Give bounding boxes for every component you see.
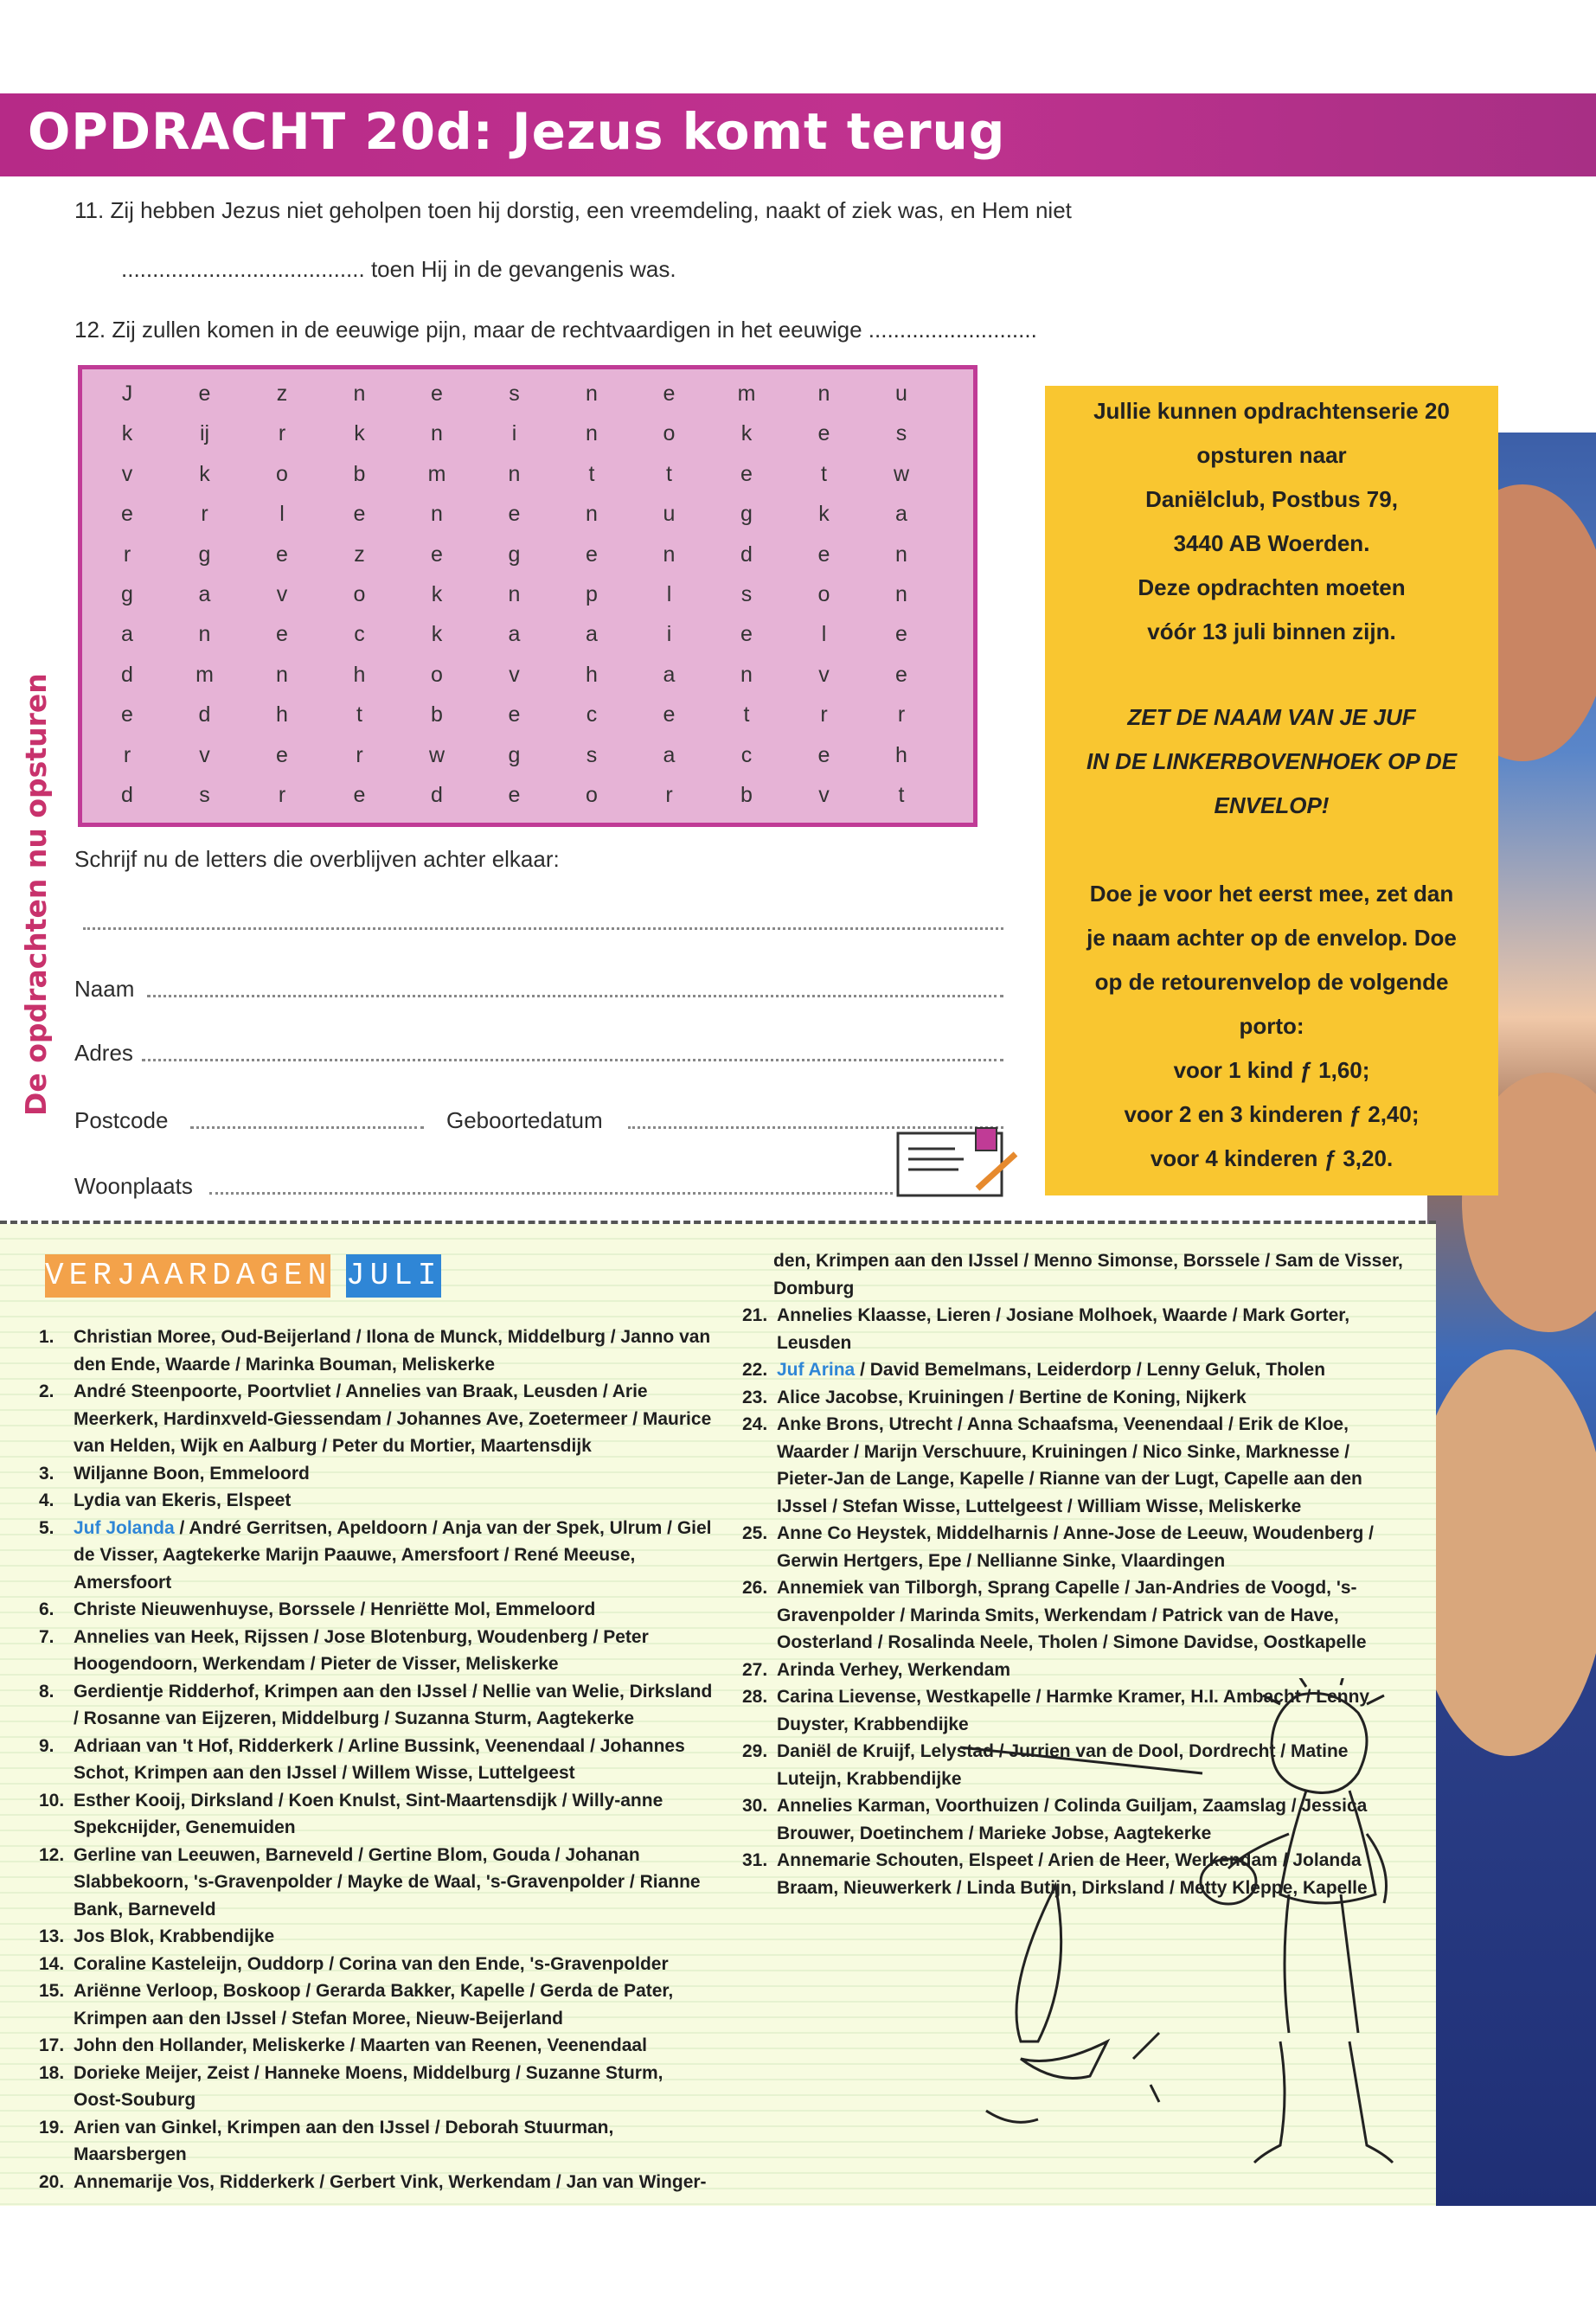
grid-letter[interactable]: n: [586, 502, 598, 527]
birthday-day: 29.: [742, 1741, 768, 1761]
grid-letter[interactable]: e: [121, 702, 133, 727]
birthday-entry: [39, 2114, 714, 2169]
grid-letter[interactable]: e: [895, 662, 907, 687]
grid-letter[interactable]: k: [121, 421, 133, 446]
birthday-day: 26.: [742, 1578, 768, 1598]
birthday-entry: [39, 1678, 714, 1733]
grid-row: [82, 577, 973, 617]
birthday-entry: [39, 2060, 714, 2114]
birthday-day: 27.: [742, 1659, 768, 1680]
birthday-day: 28.: [742, 1687, 768, 1707]
grid-letter[interactable]: g: [121, 582, 133, 606]
birthday-entry: [39, 1596, 714, 1624]
birthday-names: Esther Kooij, Dirksland / Koen Knulst, Sint-Maartensdijk / Willy-anne Spekснijder, Genemuiden: [74, 1790, 663, 1837]
birthday-entry: [742, 1520, 1408, 1574]
birthday-entry: [39, 1977, 714, 2032]
grid-letter[interactable]: o: [586, 783, 598, 807]
grid-letter[interactable]: g: [508, 742, 521, 767]
grid-letter[interactable]: d: [121, 662, 133, 687]
grid-letter[interactable]: e: [431, 381, 443, 406]
grid-letter[interactable]: n: [508, 461, 521, 486]
birthday-names: / David Bemelmans, Leiderdorp / Lenny Geluk, Tholen: [855, 1360, 1326, 1380]
child-face-bottom: [1410, 1349, 1596, 1756]
birthday-entry: [39, 2169, 714, 2196]
page-title: OPDRACHT 20d: Jezus komt terug: [28, 102, 1006, 161]
grid-letter[interactable]: r: [665, 783, 673, 807]
info-line: voor 1 kind ƒ 1,60;: [1173, 1057, 1370, 1083]
city-field[interactable]: [209, 1192, 893, 1195]
birthday-day: 10.: [39, 1790, 65, 1811]
grid-letter[interactable]: d: [431, 783, 443, 807]
teacher-name: Juf Jolanda: [74, 1517, 175, 1538]
grid-letter[interactable]: r: [123, 542, 131, 567]
birthday-names: Jos Blok, Krabbendijke: [74, 1926, 275, 1946]
birthday-day: 12.: [39, 1844, 65, 1865]
birthday-day: 3.: [39, 1463, 54, 1484]
info-line: Doe je voor het eerst mee, zet dan: [1089, 881, 1454, 907]
grid-letter[interactable]: l: [279, 502, 285, 527]
grid-letter[interactable]: o: [431, 662, 443, 687]
grid-letter[interactable]: t: [666, 461, 672, 486]
teacher-name: Juf Arina: [777, 1360, 856, 1380]
grid-letter[interactable]: n: [663, 542, 676, 567]
birthday-names: Annelies van Heek, Rijssen / Jose Blotenburg, Woudenberg / Peter Hoogendoorn, Werkendam / Pieter de Visser, Meliskerke: [74, 1626, 649, 1674]
birthday-day: 18.: [39, 2062, 65, 2083]
postcode-label: Postcode: [74, 1107, 169, 1133]
grid-letter[interactable]: n: [431, 421, 443, 446]
grid-letter[interactable]: v: [509, 662, 520, 687]
info-line: IN DE LINKERBOVENHOEK OP DE: [1086, 748, 1458, 774]
grid-letter[interactable]: s: [586, 742, 598, 767]
birthday-names: John den Hollander, Meliskerke / Maarten van Reenen, Veenendaal: [74, 2035, 647, 2055]
grid-letter[interactable]: e: [817, 542, 830, 567]
birthday-names: Christe Nieuwenhuyse, Borssele / Henriëtte Mol, Emmeloord: [74, 1599, 596, 1619]
birthday-day: 4.: [39, 1490, 54, 1510]
grid-letter[interactable]: u: [663, 502, 676, 527]
birthday-names: Annemarije Vos, Ridderkerk / Gerbert Vink, Werkendam / Jan van Winger-: [74, 2171, 707, 2192]
grid-letter[interactable]: c: [586, 702, 598, 727]
info-line: Daniëlclub, Postbus 79,: [1145, 486, 1398, 512]
grid-letter[interactable]: t: [588, 461, 595, 486]
address-label: Adres: [74, 1040, 133, 1066]
grid-row: [82, 497, 973, 536]
birthday-names: Wiljanne Boon, Emmeloord: [74, 1463, 310, 1484]
birthday-names: Annelies Karman, Voorthuizen / Colinda Guiljam, Zaamslag / Jessica Brouwer, Doetinchem / Marieke Jobse, Aagtekerke: [777, 1796, 1368, 1843]
info-line: voor 4 kinderen ƒ 3,20.: [1150, 1145, 1394, 1171]
birthday-names: Arien van Ginkel, Krimpen aan den IJssel / Deborah Stuurman, Maarsbergen: [74, 2117, 614, 2164]
grid-row: [82, 738, 973, 778]
grid-row: [82, 537, 973, 577]
birthday-day: 31.: [742, 1850, 768, 1870]
birthday-entry: [39, 1515, 714, 1597]
grid-letter[interactable]: w: [428, 742, 445, 767]
grid-letter[interactable]: t: [743, 702, 750, 727]
grid-letter[interactable]: e: [895, 622, 907, 647]
info-line: ZET DE NAAM VAN JE JUF: [1127, 704, 1416, 730]
birthday-day: 23.: [742, 1387, 768, 1407]
grid-letter[interactable]: k: [740, 421, 753, 446]
birthday-names: Gerdientje Ridderhof, Krimpen aan den IJssel / Nellie van Welie, Dirksland / Rosanne van Eijzeren, Middelburg / Suzanna Sturm, Aagtekerke: [74, 1681, 713, 1728]
birthday-entry: [39, 1324, 714, 1378]
birthday-day: 7.: [39, 1626, 54, 1647]
info-line: je naam achter op de envelop. Doe: [1086, 925, 1457, 951]
grid-letter[interactable]: a: [121, 622, 133, 647]
grid-letter[interactable]: v: [121, 461, 133, 486]
grid-letter[interactable]: d: [198, 702, 211, 727]
grid-letter[interactable]: n: [276, 662, 288, 687]
grid-letter[interactable]: o: [663, 421, 676, 446]
birthday-day: 13.: [39, 1926, 65, 1946]
grid-letter[interactable]: e: [276, 542, 288, 567]
grid-letter[interactable]: t: [898, 783, 905, 807]
grid-letter[interactable]: e: [817, 421, 830, 446]
grid-letter[interactable]: r: [356, 742, 363, 767]
grid-letter[interactable]: n: [431, 502, 443, 527]
grid-letter[interactable]: s: [199, 783, 210, 807]
grid-letter[interactable]: e: [586, 542, 598, 567]
grid-letter[interactable]: e: [663, 381, 676, 406]
birthday-names: Christian Moree, Oud-Beijerland / Ilona de Munck, Middelburg / Janno van den Ende, Waarde / Marinka Bouman, Meliskerke: [74, 1327, 711, 1375]
grid-row: [82, 778, 973, 817]
grid-letter[interactable]: e: [353, 502, 366, 527]
info-line: vóór 13 juli binnen zijn.: [1147, 619, 1396, 644]
grid-row: [82, 457, 973, 497]
grid-letter[interactable]: l: [666, 582, 672, 606]
birthday-names: Anke Brons, Utrecht / Anna Schaafsma, Veenendaal / Erik de Kloe, Waarder / Marijn Verschuure, Kruiningen / Nico Sinke, Marknesse / Pieter-Jan de Lange, Kapelle / Rianne van der Lugt, Capelle aan den IJssel / Stefan Wisse, Luttelgeest / William Wisse, Meliskerke: [777, 1414, 1362, 1516]
grid-letter[interactable]: r: [820, 702, 828, 727]
grid-letter[interactable]: o: [817, 582, 830, 606]
birthday-day: 22.: [742, 1360, 768, 1380]
birthday-day: 30.: [742, 1796, 768, 1816]
birthday-day: 8.: [39, 1681, 54, 1702]
grid-letter[interactable]: e: [740, 461, 753, 486]
address-field[interactable]: [142, 1059, 1003, 1061]
birthdays-badge: VERJAARDAGEN: [45, 1254, 330, 1298]
birthday-entry: [39, 1378, 714, 1460]
birthday-day: 24.: [742, 1414, 768, 1434]
question-11-line2: ....................................... toen Hij in de gevangenis was.: [121, 256, 676, 282]
birthday-names: Carina Lievense, Westkapelle / Harmke Kramer, H.I. Ambacht / Lenny Duyster, Krabbendijke: [777, 1687, 1370, 1734]
grid-letter[interactable]: d: [740, 542, 753, 567]
grid-letter[interactable]: m: [427, 461, 446, 486]
grid-letter[interactable]: a: [895, 502, 907, 527]
birthday-names: / André Gerritsen, Apeldoorn / Anja van der Spek, Ulrum / Giel de Visser, Aagtekerke Marijn Paauwe, Amersfoort / René Meeuse, Amersfoort: [74, 1517, 712, 1593]
grid-letter[interactable]: n: [508, 582, 521, 606]
question-11-line1: 11. Zij hebben Jezus niet geholpen toen hij dorstig, een vreemdeling, naakt of ziek was, en Hem niet: [74, 197, 1072, 223]
grid-letter[interactable]: d: [121, 783, 133, 807]
birthday-entry: [39, 1842, 714, 1924]
birthday-names: Coraline Kasteleijn, Ouddorp / Corina van den Ende, 's-Gravenpolder: [74, 1953, 669, 1974]
grid-letter[interactable]: r: [123, 742, 131, 767]
birthday-names: Ariënne Verloop, Boskoop / Gerarda Bakker, Kapelle / Gerda de Pater, Krimpen aan den IJssel / Stefan Moree, Nieuw-Beijerland: [74, 1981, 674, 2029]
birthday-names: Gerline van Leeuwen, Barneveld / Gertine Blom, Gouda / Johanan Slabbekoorn, 's-Gravenpolder / Mayke de Waal, 's-Gravenpolder / Rianne Bank, Barneveld: [74, 1844, 701, 1920]
birthday-day: 14.: [39, 1953, 65, 1974]
grid-letter[interactable]: b: [740, 783, 753, 807]
grid-letter[interactable]: k: [431, 622, 443, 647]
grid-letter[interactable]: p: [586, 582, 598, 606]
birthday-names: Annelies Klaasse, Lieren / Josiane Molhoek, Waarde / Mark Gorter, Leusden: [777, 1305, 1350, 1353]
grid-letter[interactable]: e: [663, 702, 676, 727]
grid-letter[interactable]: e: [276, 622, 288, 647]
grid-letter[interactable]: h: [353, 662, 366, 687]
birthday-day: 6.: [39, 1599, 54, 1619]
birthday-entry: [39, 1460, 714, 1488]
grid-row: [82, 376, 973, 416]
postcode-field[interactable]: [190, 1126, 424, 1129]
info-line: porto:: [1239, 1013, 1304, 1039]
grid-letter[interactable]: m: [195, 662, 214, 687]
grid-letter[interactable]: l: [821, 622, 827, 647]
grid-letter[interactable]: v: [818, 662, 830, 687]
grid-letter[interactable]: k: [431, 582, 443, 606]
grid-letter[interactable]: o: [353, 582, 366, 606]
grid-letter[interactable]: J: [121, 381, 133, 406]
birthday-names: Adriaan van 't Hof, Ridderkerk / Arline Bussink, Veenendaal / Johannes Schot, Krimpen aan den IJssel / Willem Wisse, Luttelgeest: [74, 1735, 685, 1783]
grid-letter[interactable]: i: [666, 622, 672, 647]
grid-letter[interactable]: v: [818, 783, 830, 807]
grid-letter[interactable]: s: [509, 381, 520, 406]
header-band: [0, 93, 1596, 176]
birthday-day: 15.: [39, 1981, 65, 2001]
grid-letter[interactable]: a: [586, 622, 598, 647]
birthday-entry: [742, 1384, 1408, 1412]
info-line: op de retourenvelop de volgende: [1094, 969, 1449, 995]
birthday-entry: [742, 1411, 1408, 1520]
info-line: Jullie kunnen opdrachtenserie 20: [1093, 398, 1450, 424]
grid-letter[interactable]: r: [278, 421, 286, 446]
grid-letter[interactable]: a: [508, 622, 521, 647]
birthday-names: Annemiek van Tilborgh, Sprang Capelle / Jan-Andries de Voogd, 's-Gravenpolder / Marinda Smits, Werkendam / Patrick van de Have, Oosterland / Rosalinda Neele, Tholen / Simone Davidse, Oostkapelle: [777, 1578, 1367, 1652]
grid-letter[interactable]: u: [895, 381, 907, 406]
birthday-entry: [39, 1733, 714, 1787]
birthday-entry: [742, 1302, 1408, 1356]
birthday-day: 19.: [39, 2117, 65, 2138]
birthday-names: Alice Jacobse, Kruiningen / Bertine de Koning, Nijkerk: [777, 1387, 1247, 1407]
grid-letter[interactable]: a: [663, 742, 676, 767]
side-label: De opdrachten nu opsturen: [19, 673, 53, 1116]
grid-row: [82, 416, 973, 456]
grid-letter[interactable]: o: [276, 461, 288, 486]
grid-row: [82, 657, 973, 697]
grid-letter[interactable]: e: [508, 783, 521, 807]
birthday-entry: [39, 1624, 714, 1678]
grid-letter[interactable]: c: [354, 622, 365, 647]
grid-letter[interactable]: i: [511, 421, 517, 446]
birthday-names: Dorieke Meijer, Zeist / Hanneke Moens, Middelburg / Suzanne Sturm, Oost-Souburg: [74, 2062, 663, 2110]
grid-letter[interactable]: e: [353, 783, 366, 807]
birthday-day: 25.: [742, 1523, 768, 1543]
grid-letter[interactable]: w: [893, 461, 910, 486]
birthday-day: 9.: [39, 1735, 54, 1756]
info-line: Deze opdrachten moeten: [1138, 574, 1406, 600]
grid-letter[interactable]: g: [198, 542, 211, 567]
question-12: 12. Zij zullen komen in de eeuwige pijn, maar de rechtvaardigen in het eeuwige ...........................: [74, 317, 1037, 343]
grid-letter[interactable]: v: [276, 582, 288, 606]
grid-letter[interactable]: n: [740, 662, 753, 687]
grid-letter[interactable]: m: [737, 381, 756, 406]
birthday-names: Annemarie Schouten, Elspeet / Arien de Heer, Werkendam / Jolanda Braam, Nieuwerkerk / Linda Butijn, Dirksland / Metty Kleppe, Kapelle: [777, 1850, 1368, 1898]
instruction-text: Schrijf nu de letters die overblijven achter elkaar:: [74, 846, 560, 872]
grid-letter[interactable]: r: [201, 502, 208, 527]
grid-letter[interactable]: e: [508, 702, 521, 727]
birthday-day: 5.: [39, 1517, 54, 1538]
birthday-day: 21.: [742, 1305, 768, 1325]
grid-letter[interactable]: e: [431, 542, 443, 567]
grid-letter[interactable]: g: [740, 502, 753, 527]
grid-letter[interactable]: s: [895, 421, 907, 446]
birthday-day: 17.: [39, 2035, 65, 2055]
birthdate-label: Geboortedatum: [446, 1107, 603, 1133]
grid-letter[interactable]: e: [508, 502, 521, 527]
grid-letter[interactable]: k: [818, 502, 830, 527]
grid-letter[interactable]: b: [353, 461, 366, 486]
grid-row: [82, 697, 973, 737]
envelope-icon: [894, 1125, 1024, 1202]
grid-letter[interactable]: n: [586, 381, 598, 406]
info-line: opsturen naar: [1196, 442, 1347, 468]
boy-drawing: [934, 1678, 1436, 2214]
grid-letter[interactable]: e: [121, 502, 133, 527]
info-line: voor 2 en 3 kinderen ƒ 2,40;: [1124, 1101, 1420, 1127]
grid-letter[interactable]: r: [897, 702, 906, 727]
birthday-day: 2.: [39, 1381, 54, 1401]
birthday-names: Lydia van Ekeris, Elspeet: [74, 1490, 292, 1510]
birthday-entry: [39, 2032, 714, 2060]
birthday-names: André Steenpoorte, Poortvliet / Annelies van Braak, Leusden / Arie Meerkerk, Hardinxveld-Giessendam / Johannes Ave, Zoetermeer / Maurice van Helden, Wijk en Aalburg / Peter du Mortier, Maartensdijk: [74, 1381, 712, 1456]
grid-letter[interactable]: h: [276, 702, 288, 727]
birthday-day: 20.: [39, 2171, 65, 2192]
info-line: 3440 AB Woerden.: [1173, 530, 1370, 556]
info-box: [1045, 386, 1498, 1195]
birthday-names: Arinda Verhey, Werkendam: [777, 1659, 1010, 1680]
city-label: Woonplaats: [74, 1173, 193, 1199]
grid-letter[interactable]: e: [276, 742, 288, 767]
birthday-entry: [742, 1574, 1408, 1657]
answer-line[interactable]: [83, 927, 1003, 930]
birthday-names: Anne Co Heystek, Middelharnis / Anne-Jose de Leeuw, Woudenberg / Gerwin Hertgers, Epe / Nellianne Sinke, Vlaardingen: [777, 1523, 1375, 1571]
grid-letter[interactable]: n: [895, 582, 907, 606]
birthday-day: 1.: [39, 1327, 54, 1347]
grid-letter[interactable]: z: [354, 542, 365, 567]
grid-letter[interactable]: n: [353, 381, 366, 406]
info-line: ENVELOP!: [1214, 792, 1330, 818]
name-field[interactable]: [147, 995, 1003, 997]
grid-letter[interactable]: a: [663, 662, 676, 687]
birthday-entry: [39, 1487, 714, 1515]
grid-letter[interactable]: k: [354, 421, 365, 446]
birthday-names: Daniël de Kruijf, Lelystad / Jurrien van de Dool, Dordrecht / Matine Luteijn, Krabbendijke: [777, 1741, 1349, 1789]
birthday-entry: [742, 1356, 1408, 1384]
grid-letter[interactable]: h: [586, 662, 598, 687]
grid-letter[interactable]: r: [278, 783, 286, 807]
birthday-entry: [39, 1787, 714, 1842]
grid-letter[interactable]: g: [508, 542, 521, 567]
grid-letter[interactable]: n: [817, 381, 830, 406]
month-badge: JULI: [346, 1254, 441, 1298]
grid-row: [82, 617, 973, 657]
grid-letter[interactable]: a: [198, 582, 211, 606]
grid-letter[interactable]: t: [356, 702, 362, 727]
birthday-continuation: den, Krimpen aan den IJssel / Menno Simonse, Borssele / Sam de Visser, Domburg: [773, 1251, 1403, 1298]
grid-letter[interactable]: z: [276, 381, 288, 406]
birthday-entry: [39, 1951, 714, 1978]
grid-letter[interactable]: e: [198, 381, 211, 406]
grid-letter[interactable]: ij: [199, 421, 210, 446]
grid-letter[interactable]: n: [895, 542, 907, 567]
grid-letter[interactable]: c: [740, 742, 753, 767]
grid-letter[interactable]: v: [199, 742, 210, 767]
grid-letter[interactable]: n: [586, 421, 598, 446]
name-label: Naam: [74, 976, 135, 1002]
grid-letter[interactable]: t: [821, 461, 827, 486]
grid-letter[interactable]: k: [199, 461, 210, 486]
birthday-entry: [39, 1923, 714, 1951]
word-search-grid: [78, 365, 977, 827]
grid-letter[interactable]: b: [431, 702, 443, 727]
grid-letter[interactable]: h: [895, 742, 907, 767]
grid-letter[interactable]: s: [740, 582, 753, 606]
grid-letter[interactable]: e: [740, 622, 753, 647]
grid-letter[interactable]: n: [198, 622, 211, 647]
grid-letter[interactable]: e: [817, 742, 830, 767]
birthday-list-left: [39, 1324, 714, 2195]
